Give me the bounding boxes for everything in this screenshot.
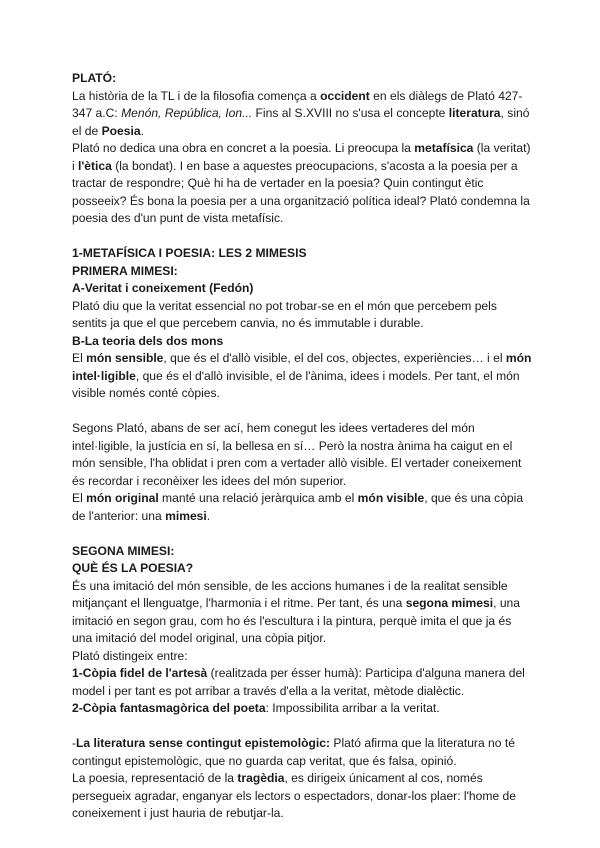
subsection-a-heading: A-Veritat i coneixement (Fedón) bbox=[72, 281, 254, 295]
subsection-a-text: Plató diu que la veritat essencial no pot trobar-se en el món que percebem pels sentits ja que el que percebem canvia, no és immutable i durable. bbox=[72, 298, 497, 330]
intro-paragraph-2: Plató no dedica una obra en concret a la poesia. Li preocupa la metafísica (la veritat) i l'ètica (la bondat). I en base a aquestes preocupacions, s'acosta a la poesia per a tractar de respondre; Què hi ha de vertader en la poesia? Quin contingut ètic posseeix? És bona la poesia per a una organització política ideal? Plató condemna la poesia des d'un punt de vista metafísic. bbox=[72, 141, 531, 225]
poetry-definition-paragraph: És una imitació del món sensible, de les accions humanes i de la realitat sensible mitjançant el llenguatge, l'harmonia i el ritme. Per tant, és una segona mimesi, una imitació en segon grau, com ho és l'escultura i la pintura, perquè imita el que ja és una imitació del model original, una còpia pitjor. bbox=[72, 578, 521, 645]
subsection-b-heading: B-La teoria dels dos mons bbox=[72, 333, 224, 348]
intro-paragraph-1: La història de la TL i de la filosofia comença a occident en els diàlegs de Plató 427-347 a.C: Menón, República, Ion... Fins al S.XVIII no s'usa el concepte literatura, sinó el de Poesia. bbox=[72, 88, 530, 138]
recollection-paragraph: Segons Plató, abans de ser ací, hem conegut les idees vertaderes del món intel·ligible, la justícia en sí, la bellesa en sí… Però la nostra ànima ha caigut en el món sensible, l'ha oblidat i pren com a vertader allò visible. El vertader coneixement és recordar i reconèixer les idees del món superior. bbox=[72, 421, 522, 488]
first-mimesis-heading: PRIMERA MIMESI: bbox=[72, 263, 178, 278]
document-page bbox=[72, 70, 532, 823]
faithful-copy-item: 1-Còpia fidel de l'artesà (realitzada per ésser humà): Participa d'alguna manera del model i per tant es pot arribar a través d'ella a la veritat, mètode dialèctic. bbox=[72, 666, 525, 698]
second-mimesis-heading: SEGONA MIMESI: bbox=[72, 543, 175, 558]
subsection-b-text: El món sensible, que és el d'allò visible, el del cos, objectes, experiències… i el món intel·ligible, que és el d'allò invisible, el de l'ànima, idees i models. Per tant, el món visible només conté còpies. bbox=[72, 351, 532, 400]
original-world-paragraph: El món original manté una relació jeràrquica amb el món visible, que és una còpia de l'anterior: una mimesi. bbox=[72, 491, 524, 523]
phantasmagoric-copy-item: 2-Còpia fantasmagòrica del poeta: Impossibilita arribar a la veritat. bbox=[72, 701, 440, 715]
epistemology-paragraph: -La literatura sense contingut epistemològic: Plató afirma que la literatura no té contingut epistemològic, que no guarda cap veritat, que és falsa, opinió. bbox=[72, 736, 515, 768]
what-is-poetry-heading: QUÈ ÉS LA POESIA? bbox=[72, 561, 194, 575]
tragedy-paragraph: La poesia, representació de la tragèdia, es dirigeix únicament al cos, només persegueix agradar, enganyar els lectors o espectadors, donar-los plaer: l'home de coneixement i just hauria de rebutjar-la. bbox=[72, 771, 516, 820]
section-1-heading: 1-METAFÍSICA I POESIA: LES 2 MIMESIS bbox=[72, 246, 307, 260]
distinction-line: Plató distingeix entre: bbox=[72, 648, 188, 663]
doc-title: PLATÓ: bbox=[72, 71, 117, 85]
